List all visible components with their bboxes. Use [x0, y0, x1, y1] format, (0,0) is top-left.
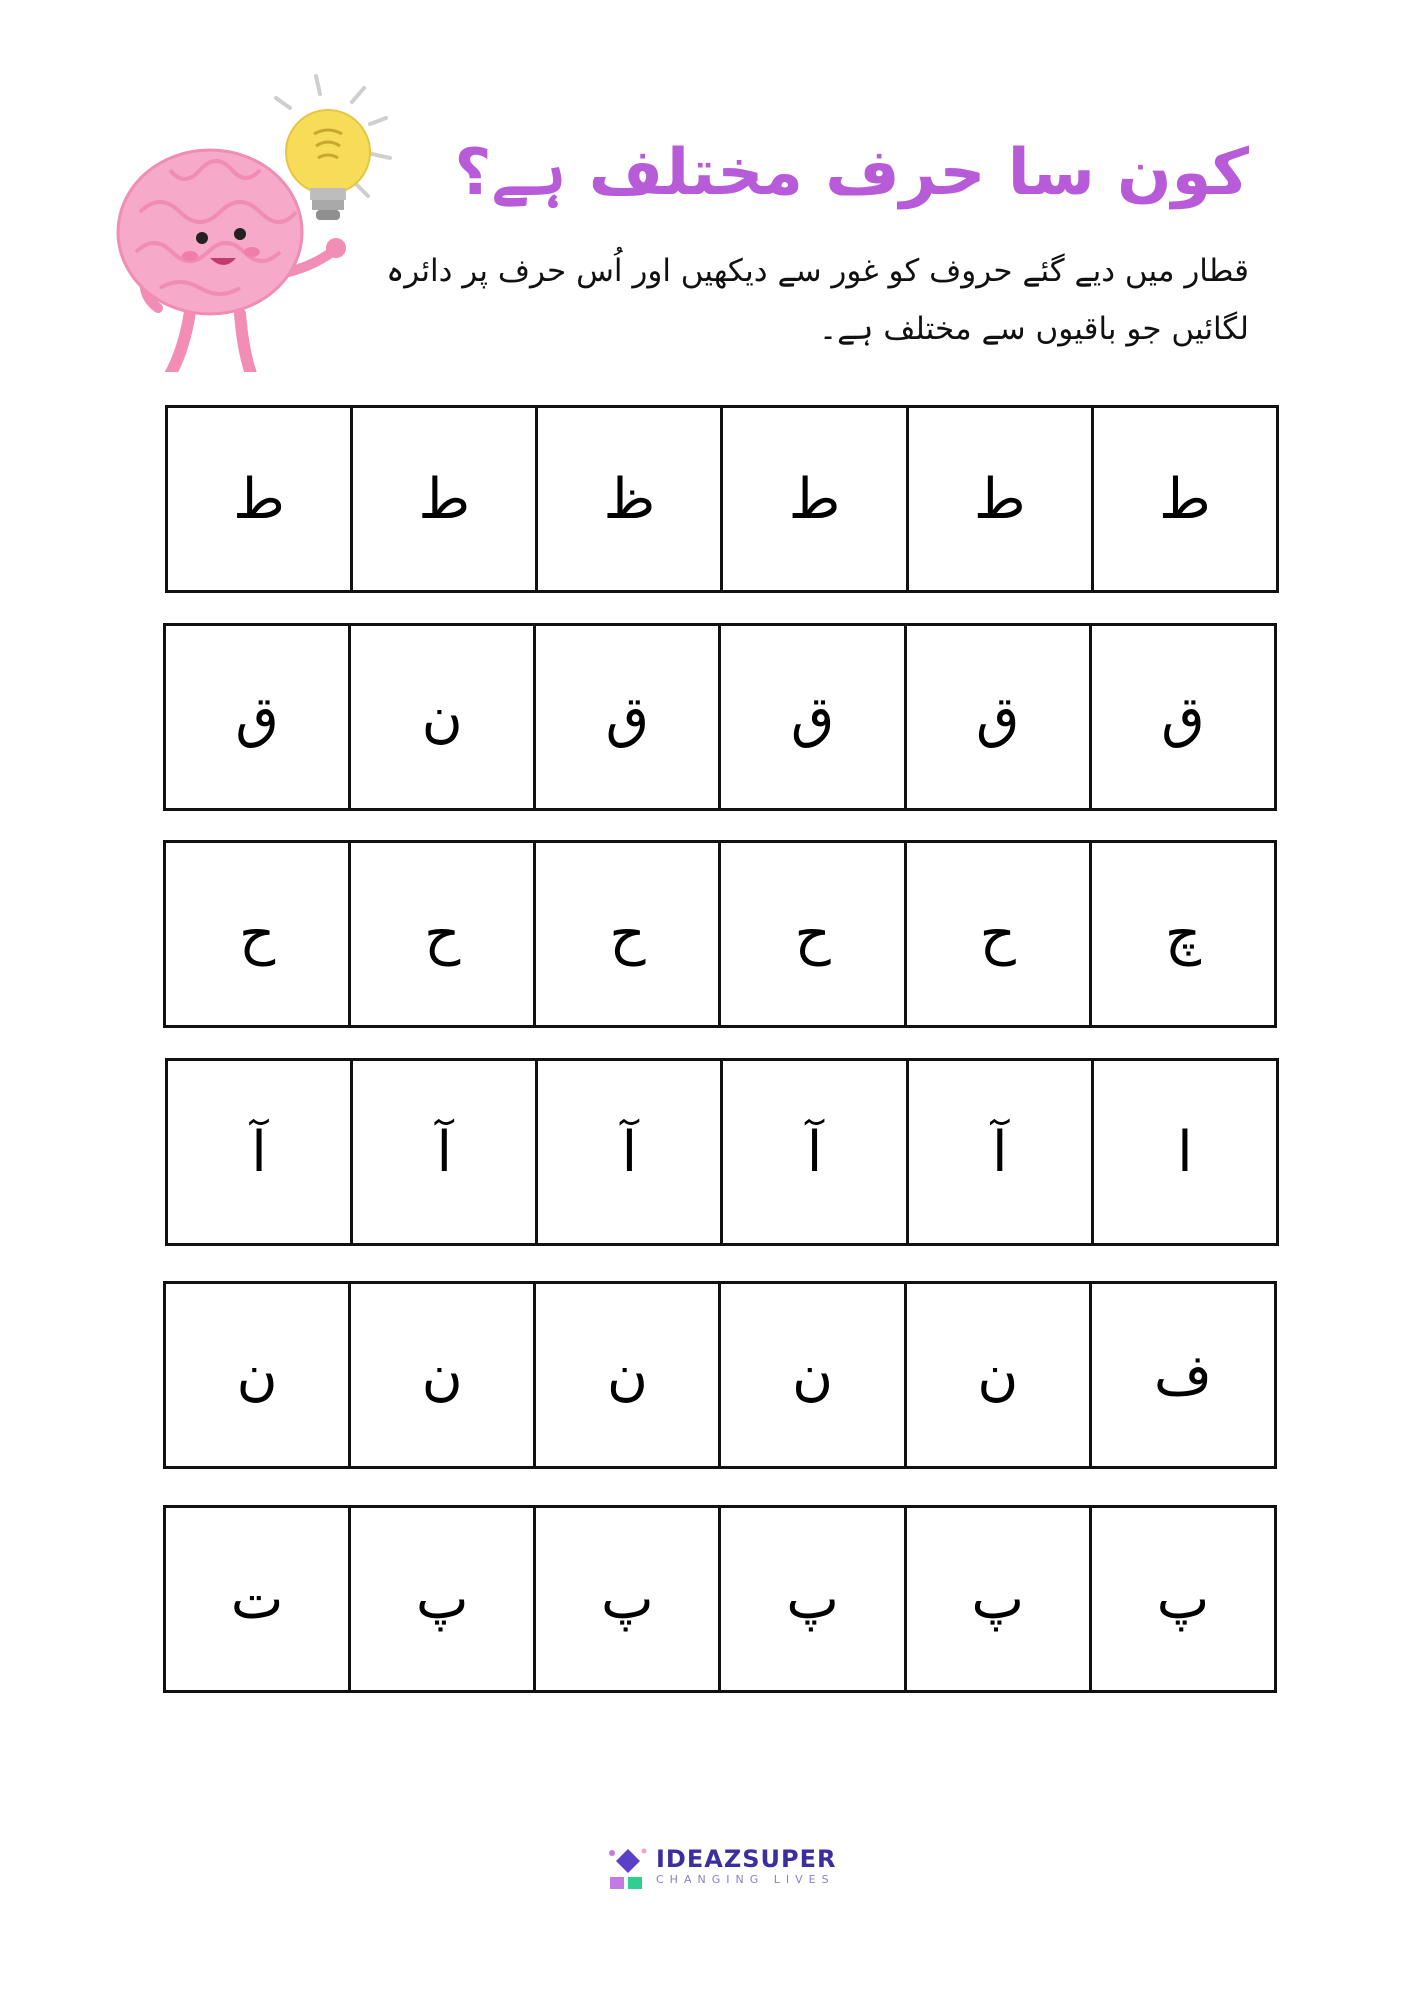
letter-cell[interactable]: ح: [718, 843, 903, 1025]
letter-cell[interactable]: ن: [348, 1284, 533, 1466]
letter-row-4: [165, 1058, 1279, 1246]
letter-cell[interactable]: ن: [718, 1284, 903, 1466]
letter-cell[interactable]: آ: [535, 1061, 720, 1243]
letter-cell[interactable]: پ: [718, 1508, 903, 1690]
letter-cell[interactable]: ح: [533, 843, 718, 1025]
letter-cell[interactable]: ن: [236, 1342, 278, 1408]
letter-cell[interactable]: ط: [720, 408, 905, 590]
page-title: کون سا حرف مختلف ہے؟: [454, 136, 1249, 210]
letter-cell[interactable]: ن: [533, 1284, 718, 1466]
brain-body-icon: [118, 150, 302, 314]
letter-row-1: [165, 405, 1279, 593]
letter-cell[interactable]: ط: [1091, 408, 1276, 590]
letter-cell[interactable]: ح: [904, 843, 1089, 1025]
letter-cell[interactable]: آ: [251, 1119, 267, 1185]
letter-cell[interactable]: ن: [348, 626, 533, 808]
letter-cell[interactable]: ط: [233, 466, 285, 532]
letter-cell[interactable]: ق: [718, 626, 903, 808]
ideazsuper-logo: [604, 1845, 844, 1895]
letter-cell[interactable]: ق: [533, 626, 718, 808]
logo-tagline: CHANGING LIVES: [656, 1873, 835, 1886]
letter-cell[interactable]: ط: [350, 408, 535, 590]
letter-cell[interactable]: ح: [348, 843, 533, 1025]
letter-cell[interactable]: ق: [1089, 626, 1274, 808]
letter-cell[interactable]: ح: [238, 901, 276, 967]
letter-cell[interactable]: آ: [720, 1061, 905, 1243]
letter-cell[interactable]: پ: [533, 1508, 718, 1690]
instructions-text: قطار میں دیے گئے حروف کو غور سے دیکھیں اور اُس حرف پر دائرہ لگائیں جو باقیوں سے مختلف ہے۔: [386, 253, 1249, 347]
letter-cell[interactable]: ق: [235, 684, 279, 750]
letter-cell[interactable]: آ: [906, 1061, 1091, 1243]
letter-cell[interactable]: ف: [1089, 1284, 1274, 1466]
letter-cell[interactable]: ا: [1091, 1061, 1276, 1243]
letter-row-6: [163, 1505, 1277, 1693]
letter-cell[interactable]: ت: [230, 1566, 284, 1632]
letter-cell[interactable]: ط: [906, 408, 1091, 590]
letter-cell[interactable]: پ: [904, 1508, 1089, 1690]
letter-row-3: [163, 840, 1277, 1028]
letter-cell[interactable]: ظ: [535, 408, 720, 590]
letter-row-5: [163, 1281, 1277, 1469]
letter-cell[interactable]: ن: [904, 1284, 1089, 1466]
letter-cell[interactable]: پ: [348, 1508, 533, 1690]
letter-cell[interactable]: ق: [904, 626, 1089, 808]
letter-cell[interactable]: آ: [350, 1061, 535, 1243]
letter-row-2: [163, 623, 1277, 811]
letter-cell[interactable]: پ: [1089, 1508, 1274, 1690]
logo-name: IDEAZSUPER: [656, 1845, 837, 1873]
letter-cell[interactable]: چ: [1089, 843, 1274, 1025]
logo-mark-icon: [604, 1845, 652, 1895]
